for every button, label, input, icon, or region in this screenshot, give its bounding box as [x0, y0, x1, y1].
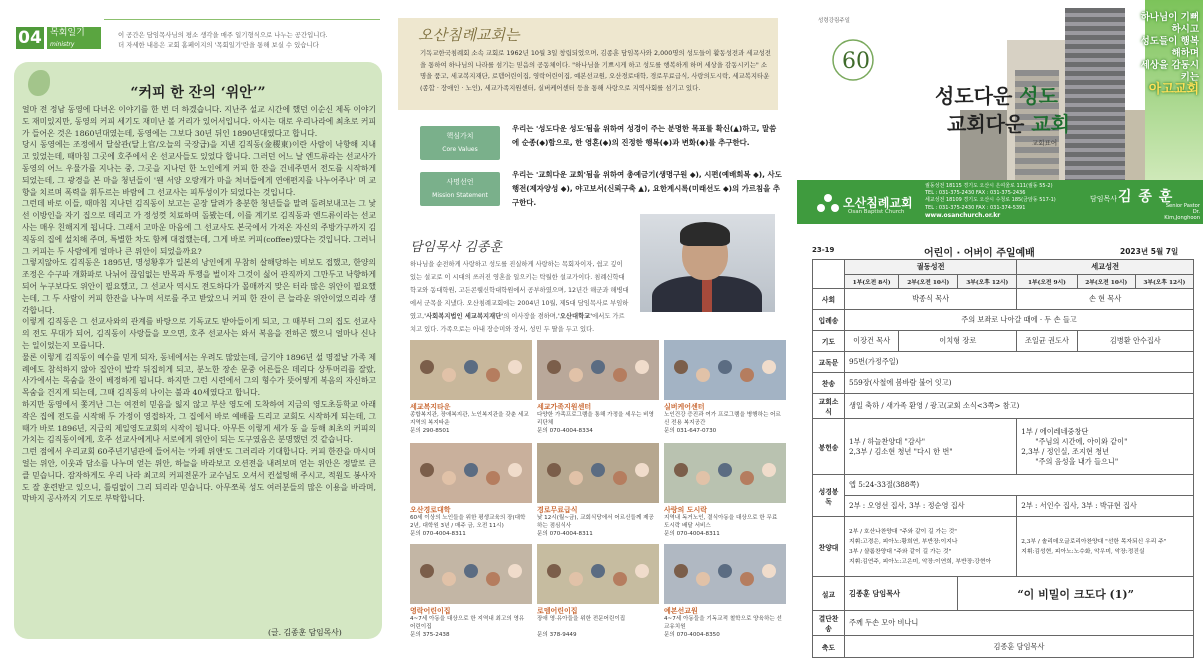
prayer-leader: 이치형 장로 [899, 331, 1017, 352]
service-photo [537, 443, 659, 503]
service-title: 영락어린이집 [410, 607, 451, 615]
pastor-bio-highlight: '사회복지법인 세교복지재단' [424, 313, 504, 320]
mission-text: 우리는 '교회다운 교회'됨을 위하여 총예금기(생명구원 ◆), 시편(예배회복 ◆), 사도행전(제자양성 ◆), 야고보서(신뢰구축 ▲), 요한계시록(미래선도 ◆)의 가르침을 추구한다. [512, 170, 782, 207]
scripture-readers-campus1: 2부 : 오영선 집사, 3부 : 정순영 집사 [845, 496, 1017, 517]
service-phone: 문의 070-4004-8311 [664, 531, 720, 537]
church-name: 오산침례교회 [843, 196, 913, 210]
row-label: 축도 [813, 636, 845, 658]
header-rule [104, 19, 380, 20]
service-title: 세교복지타운 [410, 403, 451, 411]
sermon-preacher: 김종훈 담임목사 [845, 577, 958, 611]
service-phone: 문의 070-4004-8334 [537, 428, 593, 434]
offering-line: "주님의 시간에, 아이와 같이" [1035, 436, 1128, 446]
service-photo [537, 544, 659, 604]
row-label: 성경봉독 [813, 475, 845, 517]
scripture-readers-campus2: 2부 : 서인수 집사, 3부 : 박규현 집사 [1017, 496, 1194, 517]
row-label: 찬양대 [813, 517, 845, 577]
column-name: 목회일기 [50, 28, 85, 38]
service-photo [410, 544, 532, 604]
column-name-en: ministry column [50, 41, 75, 59]
page-number: 04 [16, 27, 44, 49]
column-intro [118, 31, 388, 50]
table-row [813, 611, 1194, 636]
banner-slogan [1135, 12, 1199, 96]
core-values [420, 122, 776, 168]
offering-line: 1부 / 하늘찬양대 "감사" [849, 436, 926, 446]
core-values-text: 우리는 '성도다운 성도'됨을 위하여 성경이 주는 분명한 목표를 확신(▲)하고, 말씀에 순종(◆)함으로, 한 영혼(◆)의 진정한 행복(◆)과 변화(◆)를 추구한다. [512, 124, 777, 147]
service-title: 사랑의 도시락 [664, 506, 708, 514]
scripture-reference: 엡 5:24-33절(388쪽) [845, 475, 1194, 496]
service-phone: 문의 378-9449 [537, 632, 577, 638]
service-description: 노인건강 증진과 여가 프로그램을 병행하는 어르신 전용 복지공간 [664, 412, 781, 426]
sermon-title: “이 비밀이 크도다 (1)” [958, 577, 1194, 611]
mission-pill [420, 172, 500, 206]
church-address [925, 183, 1056, 219]
bulletin-date: 2023년 5월 7일 [1120, 247, 1179, 256]
campus1-header: 궐동성전 [845, 260, 1017, 275]
service-description: 60세 이상의 노인들을 위한 평생교육의 장(대학 2년, 대학원 3년 / 매주 금, 오전 11시) [410, 515, 526, 529]
table-row [813, 260, 1194, 275]
church-logo-icon [815, 190, 841, 216]
slogan-line: 성도들이 행복해하며 [1140, 36, 1199, 59]
pastor-en-line: Senior Pastor [1165, 203, 1200, 209]
table-row [813, 577, 1194, 611]
service-phone: 문의 375-2438 [410, 632, 450, 638]
choir-line: 2부 / 호산나찬양대 "주와 같이 길 가는 것" [849, 528, 957, 535]
service-phone: 문의 290-8501 [410, 428, 450, 434]
responsive-reading: 95번(가정주일) [845, 352, 1194, 373]
service-photo [664, 443, 786, 503]
service-time: 1부(오전 8시) [845, 275, 899, 289]
pastor-bio-text: 하나님을 순전하게 사랑하고 성도를 진실하게 사랑하는 목회자이자, 쉽고 깊이 있는 설교로 이 시대의 쓰러진 영혼을 일으키는 탁월한 설교가이다. 침례신학대학교와 동대학원, 고든콘웰신학대학원에서 공부하였으며, 12년간 해군과 해병대에서 군목을 지냈다. 오산침례교회에는 2004년 10월, 제5대 담임목사로 부임하였고, [410, 261, 629, 320]
prayer-leader: 김병환 안수집사 [1077, 331, 1193, 352]
offering-line: 2,3부 / 김소현 청년 "다시 한 번" [849, 446, 953, 456]
core-values-label: 핵심가치 [446, 132, 474, 140]
pastor-en-line: Dr. Kim,Jonghoon [1164, 209, 1200, 221]
table-row [813, 517, 1194, 577]
motto-line2-accent: 교회 [1031, 112, 1070, 136]
service-phone: 문의 070-4004-8350 [664, 632, 720, 638]
service-description: 4~7세 아동을 대상으로 한 지역내 최고의 영유 어린이집 [410, 616, 525, 630]
service-time: 1부(오전 9시) [1017, 275, 1077, 289]
row-label: 사회 [813, 289, 845, 310]
pastor-bio [410, 258, 630, 336]
bulletin-issue: 23-19 [812, 246, 835, 254]
service-description: 낮 12시(월~금), 교회식당에서 어르신들께 제공하는 점심식사 [537, 515, 654, 529]
column-label [47, 27, 101, 59]
service-time: 2부(오전 10시) [899, 275, 958, 289]
service-title: 로뎀어린이집 [537, 607, 578, 615]
core-values-pill [420, 126, 500, 160]
choir-line: 지휘:김성현, 피아노:노수화, 악우미, 악장:정진실 [1021, 548, 1145, 555]
mission-label-en: Mission Statement [432, 192, 488, 199]
offering-campus1 [845, 419, 1017, 475]
pastor-bio-highlight: '오산대학교' [557, 313, 593, 320]
service-photo [537, 340, 659, 400]
row-label: 설교 [813, 577, 845, 611]
slogan-line: 세상을 감동시키는 [1140, 60, 1199, 83]
service-title: 예본선교원 [664, 607, 698, 615]
table-row [813, 636, 1194, 658]
closing-hymn: 주께 두손 모아 비나니 [845, 611, 1194, 636]
church-website: www.osanchurch.or.kr [925, 211, 1001, 219]
table-row [813, 310, 1194, 331]
table-row [813, 352, 1194, 373]
service-phone: 문의 031-647-0730 [664, 428, 717, 434]
column-intro-line: 이 공간은 담임목사님의 평소 생각을 매주 일기형식으로 나누는 공간입니다. [118, 31, 328, 39]
building-image [1065, 8, 1125, 180]
church-motto [935, 82, 1070, 138]
pastor-label: 담임목사 [1090, 195, 1118, 203]
service-description: 종합복지관, 장애복지관, 노인복지관을 갖춘 세교지역의 복지타운 [410, 412, 529, 426]
service-photo [664, 544, 786, 604]
prayer-leader: 조일균 권도사 [1017, 331, 1077, 352]
church-news: 생일 축하 / 새가족 환영 / 광고(교회 소식<3쪽> 참고) [845, 394, 1194, 419]
service-description: 지역내 독거노인, 결식아동을 대상으로 한 무료 도시락 배달 서비스 [664, 515, 778, 529]
church-name-en: Osan Baptist Church [848, 209, 905, 215]
row-label: 입례송 [813, 310, 845, 331]
campus2-header: 세교성전 [1017, 260, 1194, 275]
motto-line1-accent: 성도 [1019, 84, 1058, 108]
row-label: 교회소식 [813, 394, 845, 419]
service-description: 장애 영·유아들을 위한 전문어린이집 [537, 616, 626, 622]
service-time: 3부(오후 12시) [958, 275, 1017, 289]
motto-line1: 성도다운 [935, 84, 1020, 108]
church-intro-heading: 오산침례교회는 [418, 26, 520, 44]
choir-campus2 [1017, 517, 1194, 577]
row-label: 찬송 [813, 373, 845, 394]
banner-logo-text: 성령강림주일 [818, 18, 850, 24]
choir-line: 지휘:고경은, 피아노:황희연, 부반장:이지나 [849, 538, 958, 545]
table-row [813, 496, 1194, 517]
host-campus2: 손 현 목사 [1017, 289, 1194, 310]
pastor-title-en [1160, 203, 1200, 221]
table-row [813, 331, 1194, 352]
anniversary-logo-icon [828, 26, 878, 96]
svg-text:60: 60 [842, 49, 870, 74]
service-phone: 문의 070-4004-8311 [410, 531, 466, 537]
essay-signature: (글. 김종훈 담임목사) [268, 628, 342, 637]
table-row [813, 289, 1194, 310]
address-line: TEL : 031-375-2430 FAX : 031-374-5391 [925, 204, 1026, 211]
table-row [813, 394, 1194, 419]
mission-statement [420, 168, 782, 214]
row-label: 기도 [813, 331, 845, 352]
service-title: 오산경로대학 [410, 506, 451, 514]
motto-line2: 교회다운 [947, 112, 1032, 136]
address-line: 궐동성전 18115 경기도 오산시 은여울로 111(궐동 55-2) [925, 183, 1053, 189]
service-description: 4~7세 아동들을 기독교적 철학으로 양육하는 선교유치원 [664, 616, 782, 630]
service-title: 세교가족지원센터 [537, 403, 592, 411]
address-line: 세교성전 18109 경기도 오산시 수청로 185(금암동 517-1) [925, 197, 1056, 204]
mission-label: 사명선언 [446, 178, 474, 186]
service-title: 실버케어센터 [664, 403, 705, 411]
slogan-line: 하나님이 기뻐하시고 [1140, 12, 1199, 35]
choir-line: 지휘:김연주, 피아노:고은미, 악장:이연희, 부반장:강현아 [849, 558, 992, 565]
offering-line: 2,3부 / 정인실, 조지현 청년 [1021, 446, 1110, 456]
call-to-worship: 주의 보좌로 나아갈 때에 · 두 손 들고 [845, 310, 1194, 331]
service-photo [410, 443, 532, 503]
essay-title: “커피 한 잔의 ‘위안’” [130, 85, 266, 101]
pastor-photo [640, 214, 775, 312]
choir-line: 3부 / 샬롬찬양대 "주와 같이 길 가는 것" [849, 548, 952, 555]
service-description: 다양한 가족프로그램을 통해 가정을 세우는 비영리단체 [537, 412, 654, 426]
service-photo [410, 340, 532, 400]
pastor-bio-text: 의 이사장을 겸하며, [503, 313, 558, 320]
service-time: 3부(오후 12시) [1135, 275, 1193, 289]
table-row [813, 373, 1194, 394]
benediction: 김종훈 담임목사 [845, 636, 1194, 658]
offering-line: 1부 / 에이레네중창단 [1021, 426, 1089, 436]
bulletin-title: 어린이 · 어버이 주일예배 [924, 248, 1035, 259]
row-label: 봉헌송 [813, 419, 845, 475]
core-values-label-en: Core Values [442, 146, 478, 153]
choir-campus1 [845, 517, 1017, 577]
pastor-name: 김 종 훈 [1118, 189, 1174, 205]
offering-campus2 [1017, 419, 1194, 475]
service-phone: 문의 070-4004-8311 [537, 531, 593, 537]
row-label: 교독문 [813, 352, 845, 373]
prayer-leader: 이장건 목사 [845, 331, 899, 352]
church-intro-text: 기독교한국침례회 소속 교회로 1962년 10월 3일 창립되었으며, 김종훈 담임목사와 2,000명의 성도들이 활동성전과 세교성전을 통하여 하나님의 나라를 섬기는 믿음의 공동체이다. "하나님을 기쁘시게 하고 성도를 행복하게 하며 세상을 감동시키는" 소명을 품고, 세교복지재단, 로뎀어린이집, 영락어린이집, 예본선교원, 오산경로대학, 경로무료급식, 사랑의도시락, 세교복지타운(종합 · 장애인 · 노인), 세교가족지원센터, 실버케어센터 등을 통해 사랑으로 지역사회를 섬기고 있다. [420, 49, 771, 93]
column-intro-line: 더 자세한 내용은 교회 홈페이지의 '목회일기'란을 통해 보실 수 있습니다 [118, 40, 319, 49]
service-title: 경로무료급식 [537, 506, 578, 514]
table-row [813, 419, 1194, 475]
table-row [813, 475, 1194, 496]
hymn: 559장(사철에 봄바람 불어 잇고) [845, 373, 1194, 394]
host-campus1: 박종식 목사 [845, 289, 1017, 310]
pastor-bio-text: 에서도 가르치고 있다. 가족으로는 아내 장승미와 장서, 성민 두 딸을 두고 있다. [410, 313, 625, 333]
worship-order-table [812, 259, 1194, 658]
essay-body: 얼마 전 정남 동영에 다녀온 이야기를 한 번 더 하겠습니다. 지난주 설교 시간에 했던 이순신 제독 이야기도 재미있지만, 동영의 커피 세기도 재미난 볼 거리가 있어서입니다. 아시는 대로 우리나라에 최초로 커피가 들어온 것은 1860년대였는데, 동영에는 그보다 30년 뒤인 1890년대였다고 합니다. 당시 동영에는 조정에서 달살관(달上官/오늘의 국장급)을 지낸 김직동(金稷東)이란 사람이 낙향해 지내고 있었는데, 때마침 그곳에 호주에서 온 선교사들도 있었다 합니다. 그러던 어느 날 엔드류라는 선교사가 동영의 어느 우물가를 지나는 중, 그곳을 지나던 한 노인에게 커피 한 잔을 건네주면서 전도를 시작하게 되었는데, 그 광경을 본 마을 청년들이 '웬 서양 오랑캐가 마을 처녀들에게 연애편지를 나누어주나' 며 교향을 치르며 폭력을 휘두르는 바람에 그 선교사는 피투성이가 되었다는 것입니다. 그런데 바로 이들, 때마침 지나던 김직동이 보고는 곧장 달려가 충분한 청년들을 말려 돌려보내고는 그 낯선 이방인을 자기 집으로 데리고 가 정성껏 치료하며 돌봤는데, 이를 계기로 김직동과 엔드류이라는 선교사는 매우 친해지게 됩니다. 그래서 고마운 마음에 그 선교사도 본국에서 가져온 자신의 주방가구까지 김직동의 집에 설치해 주며, 특별한 차도 함께 대접했는데, 그게 바로 커피(coffee)였다는 것입니다. 그러니 그 커피는 두 사람에게 얼마나 큰 위안이 되었을까요? 그렇지않아도 김직동은 1895년, 명성황후가 일본의 낭인에게 무참히 살해당하는 비보도 접했고, 한양의 조정은 수구파 개화파로 나뉘어 끊임없는 반목과 투쟁을 벌이자 그것이 싫어 관직까지 그만두고 낙향하게 되어 누구보다도 위안이 필요했고, 그 선교사 역시도 전도하다가 몰매까지 맞은 터라 많은 위안이 필요했는데, 그 두 사람이 커피 한잔을 나누며 서로를 주고 받았으니 커피 한 잔이 큰 늘라운 위안이었으리라 생각합니다. 이렇게 김직동은 그 선교사와의 관계를 바탕으로 기독교도 받아들이게 되고, 그 때부터 그의 집도 선교사의 전도 무대가 되어, 김직동이 사랑들을 모으면, 호주 선교사는 와서 복음을 전하곤 했으니 얼마나 신나는 일이었는지 모릅니다. 물론 이렇게 김직동이 예수를 믿게 되자, 동네에서는 우려도 많았는데, 금기야 1896년 설 명절날 가족 제례에도 참석하지 않아 집안이 발칵 뒤집히게 되고, 분노한 장손 문중 어른들은 데리다 상투머리를 잘랐, 사가에서는 목숨을 찬이 베정하게 됩니다. 하지만 그런 시련에서 그의 형수가 뜻어떻게 복음의 자신하고 목숨을 건지게 되는데, 그때 김직동의 나이는 불과 40세였다고 합니다. 하지만 동영에서 쫓겨난 그는 여전히 믿음을 잃지 않고 부산 영도에 도착하여 지금의 영도초등학교 아래 작은 집에 전도를 시작해 두 가정이 영접하자, 그 집에서 바로 예배를 드리고 교회도 시작하게 되는데, 그때가 바로 1896년, 지금의 제일영도교회의 시작이 됩니다. 아무튼 이렇게 세가 동 을 등해 최초의 커피의 가치는 김직동이에게, 호주 선교사에게나 서로에게 위안이 되는 도구였음은 분명했던 것 같습니다. 그런 점에서 우리교회 60주년기념관에 들어서는 '카페 위앤'도 그러리라 기대합니다. 커피 한잔을 마시며 얼는 위안, 이웃과 담소를 나누며 얻는 위안, 하늘을 바라보고 오션전을 내려보며 얻는 위안은 정말로 큰 클 믿습니다. 잠자하게도 우리 나라 최고의 커피전문가 교수님도 오셔서 컨설팅해 주시고, 적원도 봉사자도 잘 훈련받고 있으니, 틀림없이 그리 되리라 믿습니다. 아무쪼록 성도 여러분들의 많은 이용을 바라며, 막바지 공사까지 기도로 부탁합니다. [22, 105, 376, 504]
table-row [813, 275, 1194, 289]
address-line: TEL : 031-375-2430 FAX : 031-375-2436 [925, 190, 1026, 197]
service-time: 2부(오전 10시) [1077, 275, 1135, 289]
motto-tag: 교회표어 [1032, 139, 1058, 147]
choir-line: 2,3부 / 솔리데오글로리아찬양대 "선한 목자되신 우리 주" [1021, 538, 1167, 545]
service-photo [664, 340, 786, 400]
offering-line: "주의 음성을 내가 들으니" [1035, 456, 1119, 466]
row-label: 결단찬송 [813, 611, 845, 636]
slogan-line: 아고교회 [1148, 82, 1199, 97]
pastor-heading: 담임목사 김종훈 [410, 240, 503, 255]
